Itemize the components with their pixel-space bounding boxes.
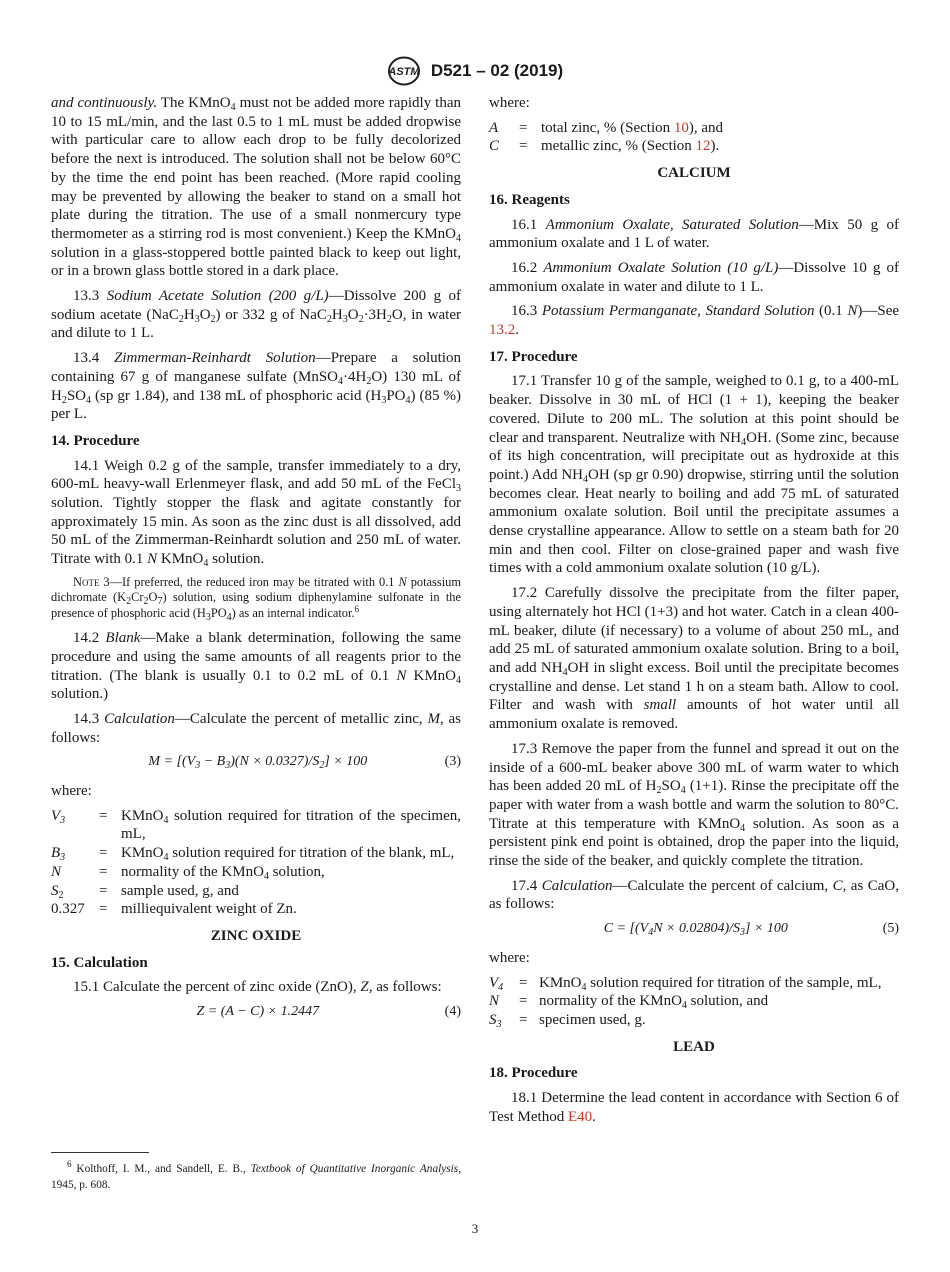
section-15-1: 15.1 Calculate the percent of zinc oxide (ZnO), Z, as follows: [73,979,442,996]
definition-row: $S_3$ = specimen used, g. [489,1011,646,1030]
standard-designation: D521 – 02 (2019) [430,61,564,80]
astm-logo [387,56,421,86]
heading-14-procedure: 14. Procedure [51,432,140,449]
section-14-2: 14.2 Blank—Make a blank determination, following the same procedure and using the same amounts of all reagents prior to the titration. (The blank is usually 0.1 to 0.2 mL of 0.1 N KMnO$_4$ solution.) [51,630,461,703]
heading-lead: LEAD [673,1038,715,1055]
heading-zinc-oxide: ZINC OXIDE [210,927,302,944]
where-label: where: [489,95,530,111]
section-16-2: 16.2 Ammonium Oxalate Solution (10 g/L)—Dissolve 10 g of ammonium oxalate in water and dilute to 1 L. [489,259,899,295]
section-16-3: 16.3 Potassium Permanganate, Standard Solution (0.1 N)—See 13.2. [489,303,900,339]
definition-row: 0.327 = milliequivalent weight of Zn. [51,901,297,918]
section-link-12[interactable]: 12 [695,138,711,155]
heading-calcium: CALCIUM [657,165,731,182]
section-link-13-2[interactable]: 13.2 [489,322,516,339]
section-17-4: 17.4 Calculation—Calculate the percent of calcium, C, as CaO, as follows: [489,877,899,913]
variable-definitions-eq4 [489,119,899,156]
svg-text:ASTM: ASTM [388,66,420,78]
section-13-3: 13.3 Sodium Acetate Solution (200 g/L)—Dissolve 200 g of sodium acetate $(NaC_2H_3O_2)$ or 332 g of $NaC_2H_3O_2\cdot 3H_2O$, in water and dilute to 1 L. [51,288,462,342]
page-header [0,56,950,86]
section-17-2: 17.2 Carefully dissolve the precipitate from the filter paper, using alternately hot HCl (1+3) and hot water. Catch in a clean 400-mL beaker, dilute (if necessary) to a volume of about 250 mL, and add 25 mL of saturated ammonium oxalate solution. Bring to a boil, and add $NH_4OH$ in slight excess. Boil until the precipitate becomes crystalline and dense. Let stand 1 h on a steam bath. Allow to cool. Filter and wash with small amounts of hot water until all ammonium oxalate is removed. [489,585,900,733]
heading-17-procedure: 17. Procedure [489,348,578,365]
section-17-3: 17.3 Remove the paper from the funnel and spread it out on the inside of a 600-mL beaker above 300 mL of warm water to which has been added 20 mL of $H_2SO_4$ (1+1). Rinse the precipitate off the paper with water from a wash bottle and warm the solution to 80°C. Titrate at this temperature with KMnO$_4$ solution. As soon as a persistent pink end point is obtained, drop the paper into the liquid, rinse the side of the beaker, and quickly complete the titration. [489,740,899,870]
equation-number: (5) [882,921,899,937]
definition-row: A = total zinc, % (Section 10), and [489,119,724,136]
section-14-1: 14.1 Weigh 0.2 g of the sample, transfer immediately to a dry, 600-mL heavy-wall Erlenmeyer flask, and add 50 mL of the FeCl$_3$ solution. Tightly stopper the flask and agitate constantly for approximately 15 min. As soon as the zinc dust is all dissolved, add 50 mL of the Zimmerman-Reinhardt solution and 250 mL of water. Titrate with 0.1 N KMnO$_4$ solution. [51,457,461,570]
equation-3: $M = [(V_3 - B_3)(N \times 0.0327)/S_2] \times 100$ (3) [148,754,461,772]
definition-row: C = metallic zinc, % (Section 12). [489,138,720,155]
heading-16-reagents: 16. Reagents [489,191,570,208]
variable-definitions-eq3 [51,807,461,919]
section-18-1: 18.1 Determine the lead content in accordance with Section 6 of Test Method E40. [489,1090,899,1125]
footnote-ref-6: 6 [354,603,360,614]
test-method-link-e40[interactable]: E40 [567,1108,593,1125]
note-3: Note 3—If preferred, the reduced iron may be titrated with 0.1 N potassium dichromate $(K_2Cr_2O_7)$ solution, using sodium diphenylamine sulfonate in the presence of phosphoric acid $(H_3PO_4)$ as an internal indicator.$^6$ [51,574,461,623]
section-13-4: 13.4 Zimmerman-Reinhardt Solution—Prepare a solution containing 67 g of manganese sulfate $(MnSO_4\cdot 4H_2O)$ 130 mL of $H_2SO_4$ (sp gr 1.84), and 138 mL of phosphoric acid $(H_3PO_4)$ (85 %) per L. [51,350,462,423]
definition-row: N = normality of the KMnO$_4$ solution, [51,863,325,882]
equation-4: Z = (A − C) × 1.2447 (4) [51,1003,461,1022]
left-column [51,94,461,1032]
section-17-1: 17.1 Transfer 10 g of the sample, weighed to 0.1 g, to a 400-mL beaker. Dissolve in 30 mL of HCl (1 + 1), keeping the beaker covered. Dilute to 200 mL. The solution at this point should be clear and transparent. Neutralize with $NH_4OH$. (Some zinc, because of its high concentration, will precipitate out as hydroxide at this point.) Add $NH_4OH$ (sp gr 0.90) dropwise, stirring until the solution becomes clear. Heat nearly to boiling and add 75 mL of saturated ammonium oxalate solution. Boil until the precipitate assumes a dense crystalline appearance. Allow to settle on a steam bath for 20 min and then cool. Filter on close-grained paper and wash five times with a cold ammonium oxalate solution (10 g/L). [489,373,900,577]
equation-number: (3) [444,754,461,770]
definition-row: $S_2$ = sample used, g, and [51,882,239,901]
equation-5: $C = [(V_4N \times 0.02804)/S_3] \times 100$ (5) [603,921,899,939]
right-column [489,94,899,1132]
section-14-3: 14.3 Calculation—Calculate the percent of metallic zinc, M, as follows: [51,710,462,746]
definition-row: N = normality of the KMnO$_4$ solution, and [489,993,769,1012]
footnote-rule [51,1152,149,1153]
where-label: where: [489,949,530,966]
where-label: where: [51,783,92,800]
heading-15-calculation: 15. Calculation [51,954,148,971]
definition-row: $V_4$ = KMnO$_4$ solution required for titration of the sample, mL, [489,974,882,993]
section-link-10[interactable]: 10 [673,119,689,136]
footnote-6: $^6$ Kolthoff, I. M., and Sandell, E. B., Textbook of Quantitative Inorganic Analysis, 1945, p. 608. [51,1159,462,1191]
page-number: 3 [471,1221,479,1236]
variable-definitions-eq5 [489,974,899,1030]
heading-18-procedure: 18. Procedure [489,1065,578,1082]
definition-row: $B_3$ = KMnO$_4$ solution required for titration of the blank, mL, [51,845,455,864]
paragraph-continued: and continuously. The KMnO$_4$ must not be added more rapidly than 10 to 15 mL/min, and the last 0.5 to 1 mL must be added dropwise with particular care to allow each drop to be fully decolorized before the next is introduced. The solution shall not be below 60°C by the time the end point has been reached. (More rapid cooling may be prevented by allowing the beaker to stand on a small hot plate during the titration. The use of a small nonmercury type thermometer as a stirring rod is most convenient.) Keep the KMnO$_4$ solution in a glass-stoppered bottle painted black to keep out light, or in a brown glass bottle stored in a dark place. [51,95,462,280]
section-16-1: 16.1 Ammonium Oxalate, Saturated Solution—Mix 50 g of ammonium oxalate and 1 L of water. [489,216,899,252]
equation-number: (4) [444,1004,461,1020]
definition-row: $V_3$ = KMnO$_4$ solution required for titration of the specimen, mL, [51,807,461,843]
